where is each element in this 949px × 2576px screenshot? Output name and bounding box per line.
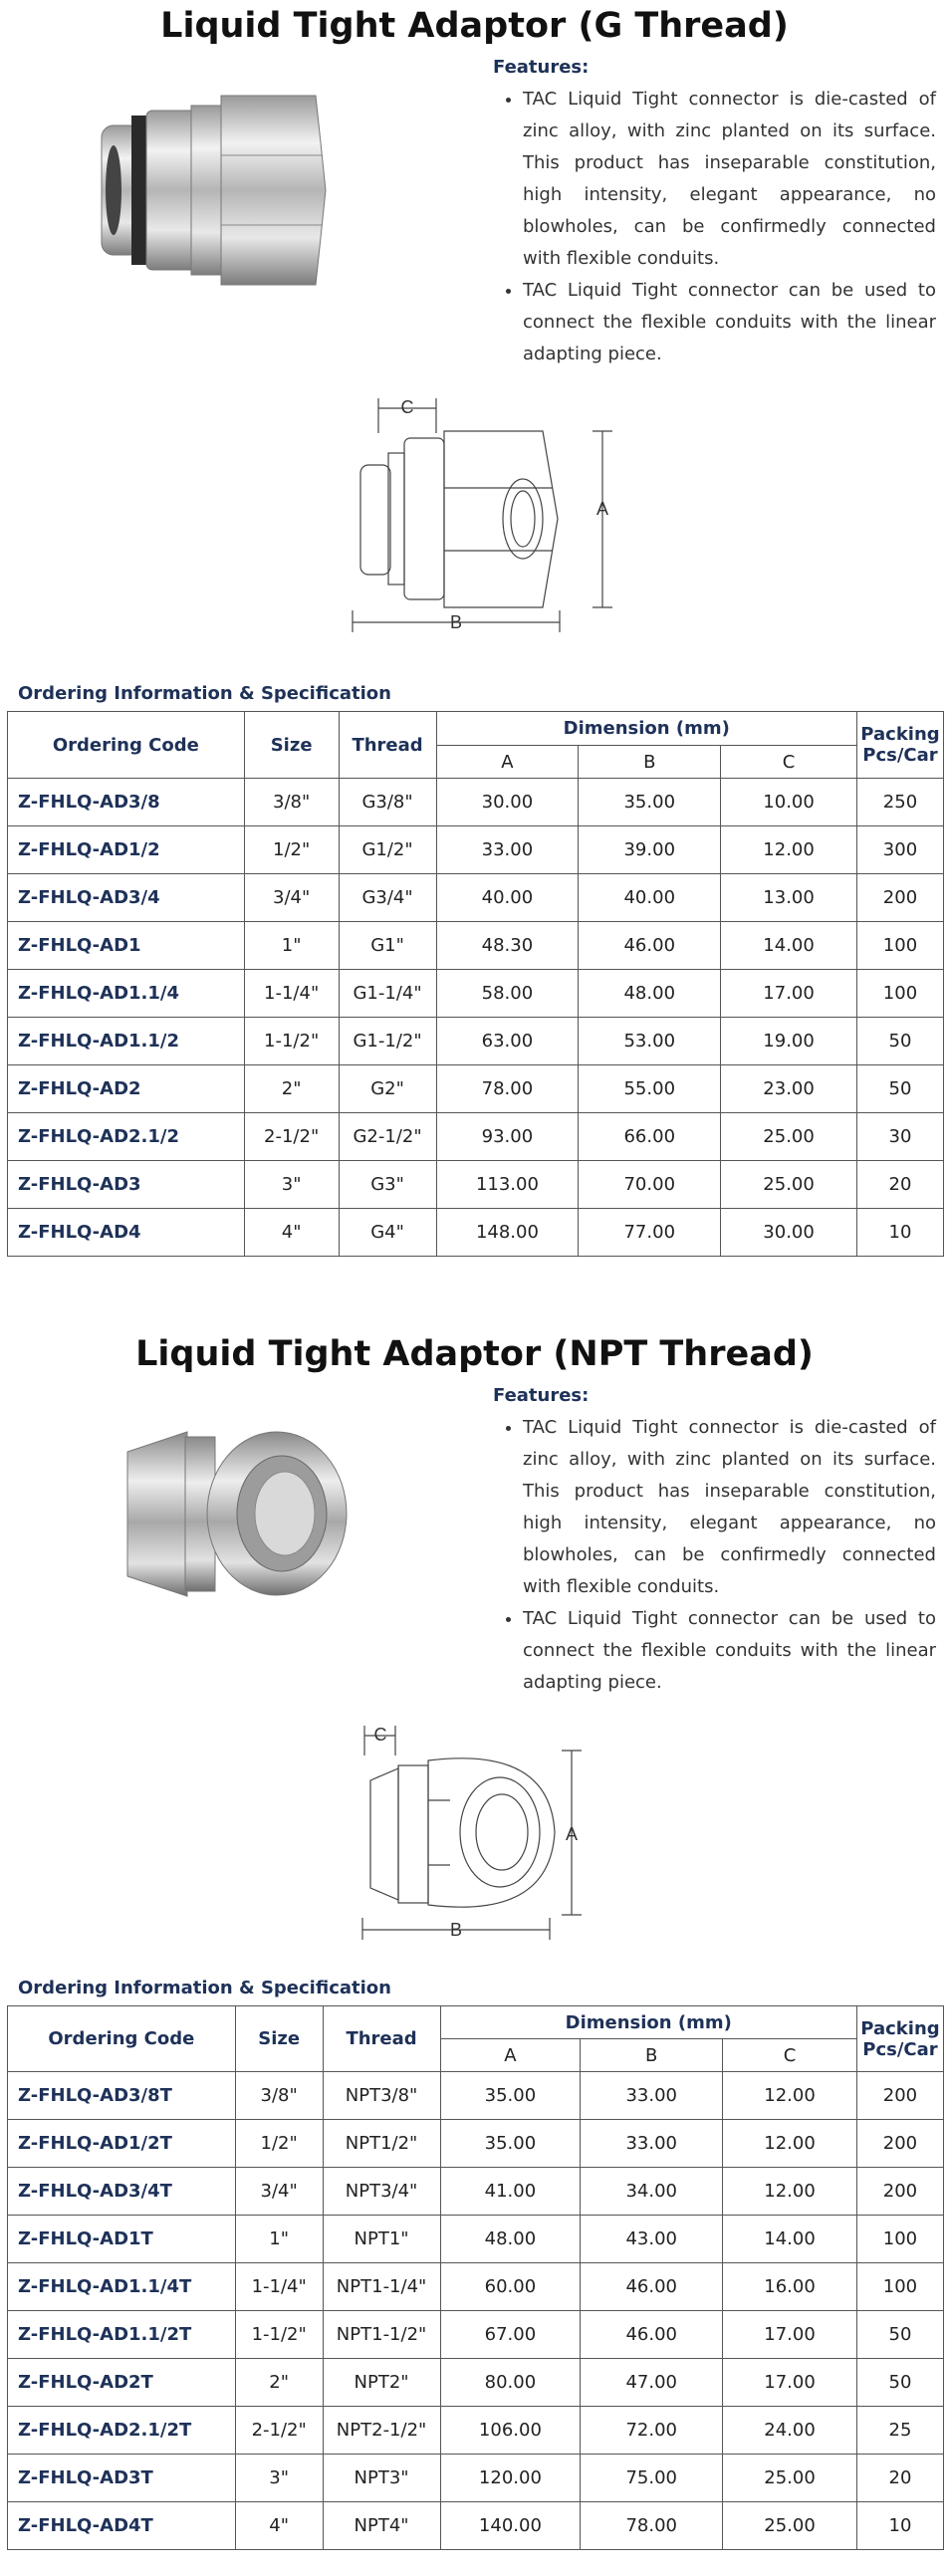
cell-thread: NPT3/4" (323, 2168, 440, 2216)
cell-packing: 100 (856, 922, 943, 970)
cell-a: 120.00 (440, 2455, 581, 2502)
cell-b: 72.00 (581, 2407, 723, 2455)
cell-packing: 100 (856, 970, 943, 1018)
cell-size: 1-1/2" (244, 1018, 339, 1065)
table-row (8, 970, 944, 1018)
cell-code: Z-FHLQ-AD3/8T (8, 2072, 236, 2120)
cell-code: Z-FHLQ-AD4T (8, 2502, 236, 2550)
table-row (8, 2120, 944, 2168)
cell-thread: NPT1-1/2" (323, 2311, 440, 2359)
cell-packing: 200 (856, 2072, 943, 2120)
cell-c: 23.00 (721, 1065, 857, 1113)
cell-thread: NPT3/8" (323, 2072, 440, 2120)
features (493, 56, 936, 370)
cell-code: Z-FHLQ-AD1T (8, 2216, 236, 2263)
cell-a: 78.00 (436, 1065, 579, 1113)
cell-b: 53.00 (579, 1018, 721, 1065)
cell-b: 46.00 (579, 922, 721, 970)
cell-packing: 50 (856, 1018, 943, 1065)
dimension-label-b: B (449, 1920, 463, 1940)
cell-c: 25.00 (723, 2502, 857, 2550)
cell-thread: G3/4" (339, 874, 436, 922)
cell-size: 1-1/2" (235, 2311, 323, 2359)
cell-c: 17.00 (723, 2311, 857, 2359)
ordering-title: Ordering Information & Specification (18, 683, 391, 704)
cell-thread: NPT4" (323, 2502, 440, 2550)
table-row (8, 826, 944, 874)
cell-b: 48.00 (579, 970, 721, 1018)
table-row (8, 2407, 944, 2455)
cell-code: Z-FHLQ-AD1.1/2 (8, 1018, 245, 1065)
cell-b: 35.00 (579, 779, 721, 826)
cell-code: Z-FHLQ-AD3/8 (8, 779, 245, 826)
cell-size: 1/2" (244, 826, 339, 874)
cell-c: 14.00 (721, 922, 857, 970)
cell-code: Z-FHLQ-AD1 (8, 922, 245, 970)
cell-code: Z-FHLQ-AD3T (8, 2455, 236, 2502)
cell-packing: 20 (856, 2455, 943, 2502)
cell-size: 1-1/4" (235, 2263, 323, 2311)
cell-packing: 200 (856, 874, 943, 922)
cell-packing: 250 (856, 779, 943, 826)
cell-code: Z-FHLQ-AD3 (8, 1161, 245, 1209)
header-dimension: Dimension (mm) (436, 712, 856, 746)
cell-size: 3/4" (244, 874, 339, 922)
dimension-label-c: C (400, 397, 414, 417)
cell-a: 93.00 (436, 1113, 579, 1161)
cell-thread: G2-1/2" (339, 1113, 436, 1161)
spec-table (7, 711, 944, 1257)
header-ordering-code: Ordering Code (8, 712, 245, 779)
section-title: Liquid Tight Adaptor (G Thread) (160, 6, 789, 46)
cell-size: 2-1/2" (244, 1113, 339, 1161)
cell-a: 63.00 (436, 1018, 579, 1065)
cell-code: Z-FHLQ-AD2.1/2T (8, 2407, 236, 2455)
cell-code: Z-FHLQ-AD1.1/2T (8, 2311, 236, 2359)
cell-b: 77.00 (579, 1209, 721, 1257)
cell-c: 12.00 (723, 2120, 857, 2168)
cell-size: 4" (244, 1209, 339, 1257)
cell-b: 39.00 (579, 826, 721, 874)
cell-b: 46.00 (581, 2263, 723, 2311)
header-packing: Packing Pcs/Car (856, 2006, 943, 2072)
cell-c: 17.00 (721, 970, 857, 1018)
table-row (8, 2216, 944, 2263)
cell-size: 1" (244, 922, 339, 970)
cell-thread: NPT2" (323, 2359, 440, 2407)
cell-code: Z-FHLQ-AD4 (8, 1209, 245, 1257)
cell-packing: 30 (856, 1113, 943, 1161)
table-row (8, 1113, 944, 1161)
cell-packing: 10 (856, 1209, 943, 1257)
table-row (8, 2502, 944, 2550)
cell-c: 25.00 (721, 1161, 857, 1209)
cell-b: 46.00 (581, 2311, 723, 2359)
cell-b: 43.00 (581, 2216, 723, 2263)
cell-c: 12.00 (721, 826, 857, 874)
cell-packing: 10 (856, 2502, 943, 2550)
table-row (8, 779, 944, 826)
cell-c: 24.00 (723, 2407, 857, 2455)
cell-size: 3" (244, 1161, 339, 1209)
cell-thread: NPT1/2" (323, 2120, 440, 2168)
table-row (8, 874, 944, 922)
header-dimension: Dimension (mm) (440, 2006, 856, 2039)
feature-item: • TAC Liquid Tight connector is die-casted of zinc alloy, with zinc planted on its surface. This product has inseparable constitution, high intensity, elegant appearance, no blowholes, can be confirmedly connected with flexible conduits. (523, 1412, 936, 1603)
cell-c: 12.00 (723, 2072, 857, 2120)
cell-thread: G4" (339, 1209, 436, 1257)
cell-thread: G1" (339, 922, 436, 970)
cell-b: 40.00 (579, 874, 721, 922)
cell-c: 14.00 (723, 2216, 857, 2263)
cell-a: 106.00 (440, 2407, 581, 2455)
cell-b: 66.00 (579, 1113, 721, 1161)
cell-size: 2" (235, 2359, 323, 2407)
cell-size: 1/2" (235, 2120, 323, 2168)
table-row (8, 2263, 944, 2311)
spec-table (7, 2005, 944, 2550)
cell-thread: G1/2" (339, 826, 436, 874)
header-dim-a: A (440, 2039, 581, 2072)
cell-b: 34.00 (581, 2168, 723, 2216)
cell-code: Z-FHLQ-AD1/2 (8, 826, 245, 874)
cell-a: 60.00 (440, 2263, 581, 2311)
cell-packing: 20 (856, 1161, 943, 1209)
header-size: Size (235, 2006, 323, 2072)
cell-a: 41.00 (440, 2168, 581, 2216)
cell-code: Z-FHLQ-AD1/2T (8, 2120, 236, 2168)
table-row (8, 2311, 944, 2359)
cell-a: 140.00 (440, 2502, 581, 2550)
cell-thread: G3" (339, 1161, 436, 1209)
cell-b: 47.00 (581, 2359, 723, 2407)
cell-c: 13.00 (721, 874, 857, 922)
cell-size: 4" (235, 2502, 323, 2550)
cell-a: 67.00 (440, 2311, 581, 2359)
cell-b: 33.00 (581, 2072, 723, 2120)
cell-b: 75.00 (581, 2455, 723, 2502)
cell-a: 33.00 (436, 826, 579, 874)
cell-size: 1" (235, 2216, 323, 2263)
cell-c: 25.00 (723, 2455, 857, 2502)
cell-a: 40.00 (436, 874, 579, 922)
section-title: Liquid Tight Adaptor (NPT Thread) (135, 1334, 814, 1374)
g-thread-dimension-drawing (339, 393, 637, 647)
cell-thread: G2" (339, 1065, 436, 1113)
table-row (8, 1209, 944, 1257)
cell-a: 80.00 (440, 2359, 581, 2407)
feature-item: • TAC Liquid Tight connector is die-casted of zinc alloy, with zinc planted on its surface. This product has inseparable constitution, high intensity, elegant appearance, no blowholes, can be confirmedly connected with flexible conduits. (523, 84, 936, 275)
table-row (8, 2455, 944, 2502)
cell-c: 12.00 (723, 2168, 857, 2216)
cell-size: 3/4" (235, 2168, 323, 2216)
table-row (8, 2072, 944, 2120)
features (493, 1384, 936, 1699)
cell-packing: 50 (856, 1065, 943, 1113)
cell-thread: G1-1/4" (339, 970, 436, 1018)
header-ordering-code: Ordering Code (8, 2006, 236, 2072)
cell-a: 35.00 (440, 2072, 581, 2120)
cell-c: 17.00 (723, 2359, 857, 2407)
header-size: Size (244, 712, 339, 779)
cell-c: 30.00 (721, 1209, 857, 1257)
dimension-label-a: A (565, 1824, 579, 1844)
cell-size: 3/8" (235, 2072, 323, 2120)
cell-thread: G3/8" (339, 779, 436, 826)
cell-thread: NPT1-1/4" (323, 2263, 440, 2311)
cell-a: 113.00 (436, 1161, 579, 1209)
dimension-label-b: B (449, 612, 463, 632)
cell-a: 58.00 (436, 970, 579, 1018)
cell-c: 16.00 (723, 2263, 857, 2311)
cell-size: 2-1/2" (235, 2407, 323, 2455)
header-dim-b: B (579, 746, 721, 779)
header-dim-a: A (436, 746, 579, 779)
header-thread: Thread (339, 712, 436, 779)
table-row (8, 1018, 944, 1065)
cell-packing: 300 (856, 826, 943, 874)
cell-code: Z-FHLQ-AD2 (8, 1065, 245, 1113)
cell-thread: NPT1" (323, 2216, 440, 2263)
header-packing: Packing Pcs/Car (856, 712, 943, 779)
npt-thread-dimension-drawing (351, 1721, 609, 1950)
feature-item: • TAC Liquid Tight connector can be used to connect the flexible conduits with the linear adapting piece. (523, 1603, 936, 1699)
table-row (8, 2359, 944, 2407)
header-dim-c: C (723, 2039, 857, 2072)
cell-thread: NPT2-1/2" (323, 2407, 440, 2455)
cell-code: Z-FHLQ-AD2T (8, 2359, 236, 2407)
cell-size: 3" (235, 2455, 323, 2502)
header-dim-c: C (721, 746, 857, 779)
cell-a: 148.00 (436, 1209, 579, 1257)
g-thread-adaptor-photo (92, 86, 331, 295)
cell-b: 33.00 (581, 2120, 723, 2168)
cell-thread: NPT3" (323, 2455, 440, 2502)
cell-a: 30.00 (436, 779, 579, 826)
table-row (8, 1161, 944, 1209)
cell-size: 3/8" (244, 779, 339, 826)
table-row (8, 2168, 944, 2216)
features-heading: Features: (493, 1385, 590, 1406)
features-heading: Features: (493, 57, 590, 78)
dimension-label-a: A (595, 499, 609, 519)
table-row (8, 922, 944, 970)
cell-size: 1-1/4" (244, 970, 339, 1018)
cell-b: 70.00 (579, 1161, 721, 1209)
ordering-title: Ordering Information & Specification (18, 1978, 391, 1998)
cell-code: Z-FHLQ-AD3/4T (8, 2168, 236, 2216)
cell-thread: G1-1/2" (339, 1018, 436, 1065)
cell-code: Z-FHLQ-AD2.1/2 (8, 1113, 245, 1161)
cell-packing: 100 (856, 2263, 943, 2311)
cell-c: 10.00 (721, 779, 857, 826)
cell-packing: 200 (856, 2120, 943, 2168)
cell-b: 78.00 (581, 2502, 723, 2550)
cell-packing: 50 (856, 2359, 943, 2407)
cell-a: 48.30 (436, 922, 579, 970)
cell-b: 55.00 (579, 1065, 721, 1113)
table-row (8, 1065, 944, 1113)
cell-c: 19.00 (721, 1018, 857, 1065)
cell-a: 35.00 (440, 2120, 581, 2168)
header-thread: Thread (323, 2006, 440, 2072)
cell-size: 2" (244, 1065, 339, 1113)
cell-code: Z-FHLQ-AD1.1/4T (8, 2263, 236, 2311)
cell-c: 25.00 (721, 1113, 857, 1161)
cell-a: 48.00 (440, 2216, 581, 2263)
header-dim-b: B (581, 2039, 723, 2072)
cell-code: Z-FHLQ-AD3/4 (8, 874, 245, 922)
cell-packing: 100 (856, 2216, 943, 2263)
feature-item: • TAC Liquid Tight connector can be used to connect the flexible conduits with the linear adapting piece. (523, 275, 936, 370)
cell-packing: 25 (856, 2407, 943, 2455)
cell-code: Z-FHLQ-AD1.1/4 (8, 970, 245, 1018)
cell-packing: 200 (856, 2168, 943, 2216)
cell-packing: 50 (856, 2311, 943, 2359)
dimension-label-c: C (373, 1725, 387, 1745)
npt-thread-adaptor-photo (118, 1412, 356, 1611)
